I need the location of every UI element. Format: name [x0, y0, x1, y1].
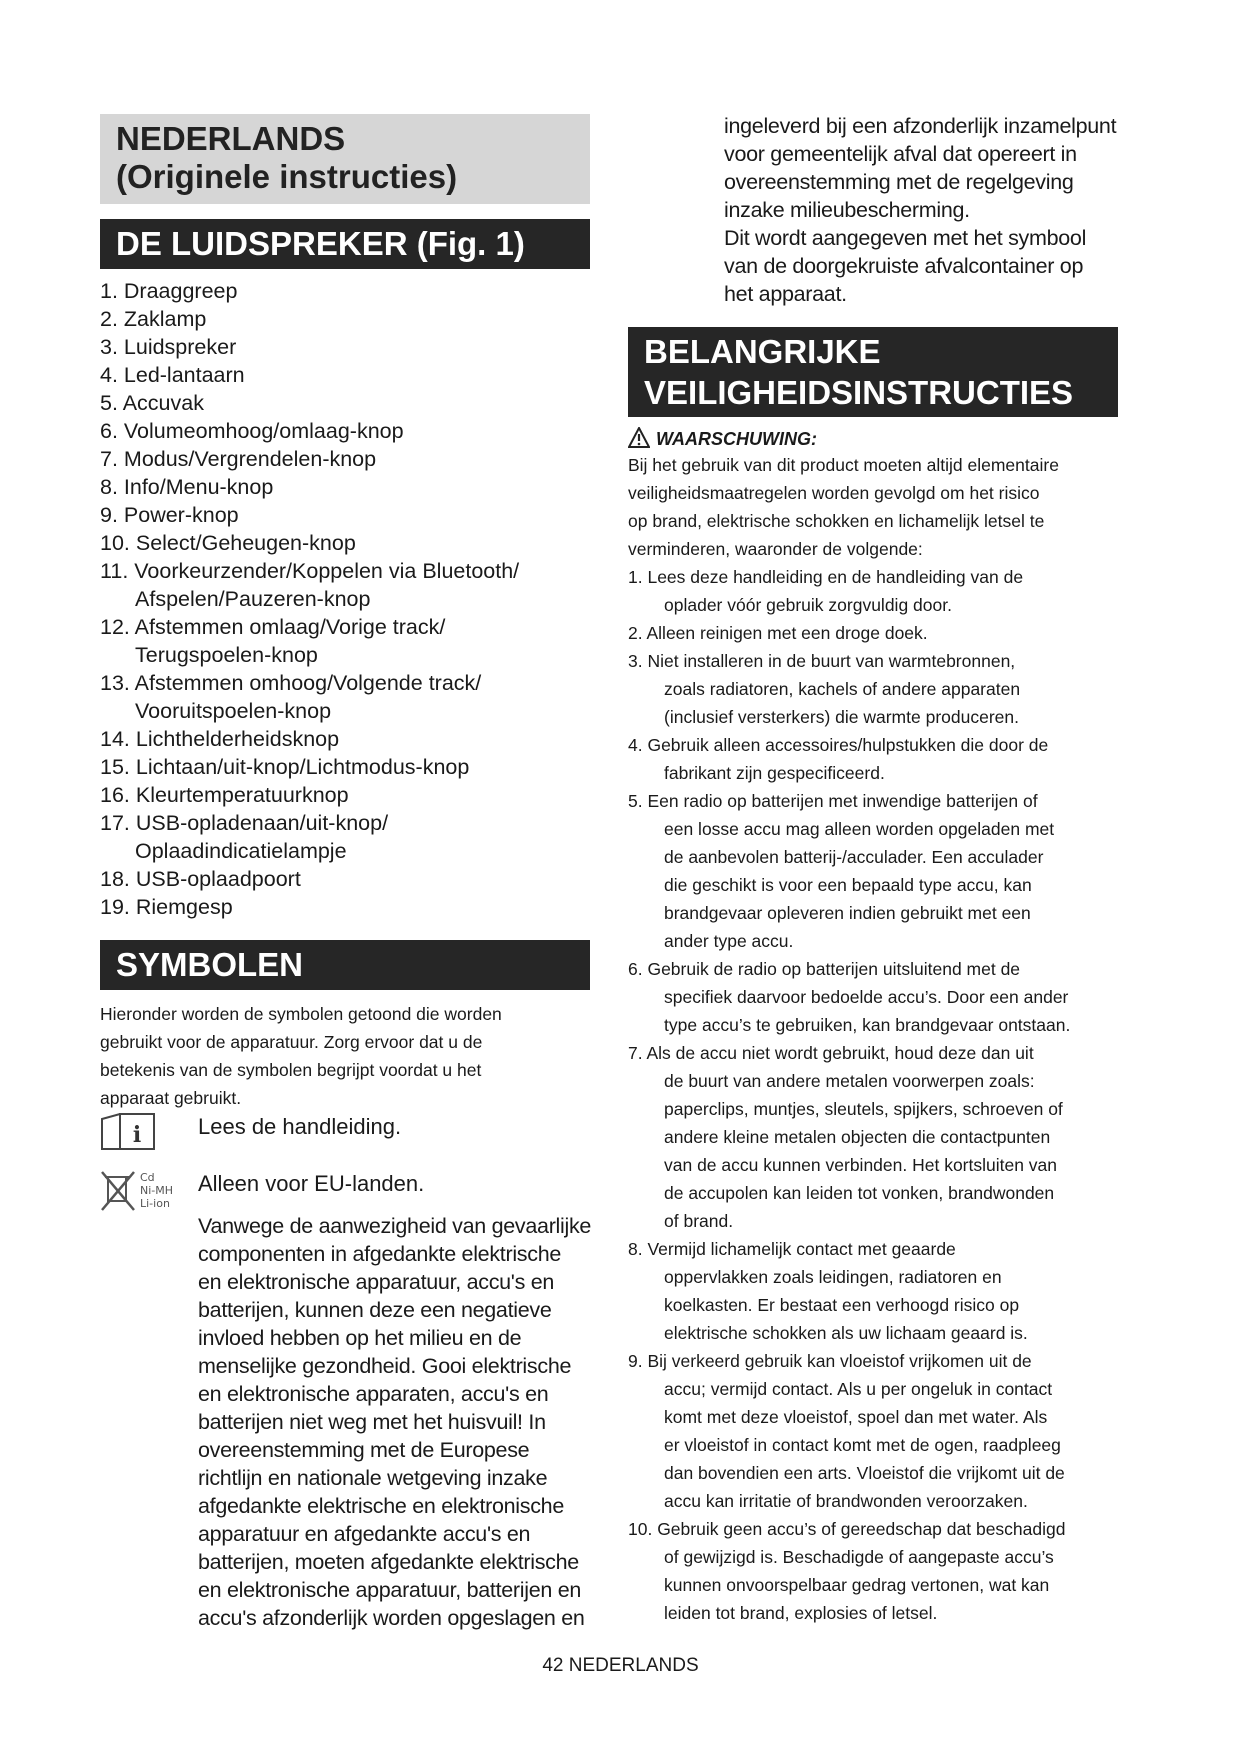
part-item — [100, 417, 600, 445]
eu-text-line: van de doorgekruiste afvalcontainer op — [724, 254, 1084, 278]
part-item — [100, 361, 600, 389]
part-item-text: 5. Accuvak — [100, 391, 204, 415]
part-item-text: 15. Lichtaan/uit-knop/Lichtmodus-knop — [100, 755, 470, 779]
eu-text-line: het apparaat. — [724, 282, 847, 306]
safety-item-continuation: paperclips, muntjes, sleutels, spijkers, schroeven of — [664, 1099, 1063, 1119]
eu-text-line: componenten in afgedankte elektrische — [198, 1242, 562, 1266]
manual-symbol-text: Lees de handleiding. — [198, 1114, 402, 1139]
part-item-continuation: Terugspoelen-knop — [135, 643, 318, 667]
part-item-text: 4. Led-lantaarn — [100, 363, 245, 387]
safety-item-continuation: een losse accu mag alleen worden opgeladen met — [664, 819, 1055, 839]
warning-triangle-icon — [628, 427, 650, 449]
part-item — [100, 277, 600, 305]
part-item-continuation: Vooruitspoelen-knop — [135, 699, 332, 723]
section-heading-safety — [628, 327, 1118, 417]
safety-item-continuation: of gewijzigd is. Beschadigde of aangepaste accu’s — [664, 1547, 1054, 1567]
safety-item-text: 1. Lees deze handleiding en de handleiding van de — [628, 567, 1024, 587]
part-item-text: 16. Kleurtemperatuurknop — [100, 783, 349, 807]
safety-item — [628, 731, 1138, 787]
safety-item-continuation: zoals radiatoren, kachels of andere apparaten — [664, 679, 1021, 699]
svg-text:i: i — [132, 1122, 142, 1148]
safety-item — [628, 1347, 1138, 1515]
eu-text-line: afgedankte elektrische en elektronische — [198, 1494, 564, 1518]
safety-item — [628, 955, 1138, 1039]
parts-list — [100, 277, 600, 921]
part-item-text: 17. USB-opladenaan/uit-knop/ — [100, 811, 389, 835]
safety-item-continuation: elektrische schokken als uw lichaam geaard is. — [664, 1323, 1028, 1343]
safety-item-continuation: leiden tot brand, explosies of letsel. — [664, 1603, 938, 1623]
eu-text-line: batterijen, moeten afgedankte elektrische — [198, 1550, 579, 1574]
part-item-text: 12. Afstemmen omlaag/Vorige track/ — [100, 615, 446, 639]
part-item-text: 11. Voorkeurzender/Koppelen via Bluetooth/ — [100, 559, 520, 583]
eu-disposal-text-continued — [724, 112, 1144, 308]
safety-item-text: 8. Vermijd lichamelijk contact met geaarde — [628, 1239, 956, 1259]
part-item-continuation: Oplaadindicatielampje — [135, 839, 347, 863]
safety-item — [628, 1039, 1138, 1235]
warning-text: WAARSCHUWING: — [656, 429, 817, 449]
intro-line: apparaat gebruikt. — [100, 1088, 242, 1108]
eu-text-line: en elektronische apparaten, accu's en — [198, 1382, 549, 1406]
eu-text-line: voor gemeentelijk afval dat opereert in — [724, 142, 1077, 166]
part-item — [100, 473, 600, 501]
safety-heading-line2: VEILIGHEIDSINSTRUCTIES — [644, 374, 1074, 411]
safety-item-text: 5. Een radio op batterijen met inwendige batterijen of — [628, 791, 1038, 811]
safety-item-text: 4. Gebruik alleen accessoires/hulpstukken die door de — [628, 735, 1049, 755]
part-item — [100, 333, 600, 361]
part-item — [100, 529, 600, 557]
part-item — [100, 781, 600, 809]
safety-item-continuation: oplader vóór gebruik zorgvuldig door. — [664, 595, 952, 615]
eu-text-line: ingeleverd bij een afzonderlijk inzamelpunt — [724, 114, 1117, 138]
eu-text-line: Dit wordt aangegeven met het symbool — [724, 226, 1087, 250]
language-subtitle: (Originele instructies) — [116, 158, 458, 195]
part-item — [100, 445, 600, 473]
safety-item-continuation: (inclusief versterkers) die warmte produceren. — [664, 707, 1019, 727]
part-item-text: 2. Zaklamp — [100, 307, 207, 331]
part-item — [100, 809, 600, 865]
safety-item-continuation: andere kleine metalen objecten die contactpunten — [664, 1127, 1051, 1147]
part-item-text: 7. Modus/Vergrendelen-knop — [100, 447, 377, 471]
safety-item — [628, 1235, 1138, 1347]
part-item — [100, 557, 600, 613]
section-heading-symbolen: SYMBOLEN — [100, 940, 590, 990]
safety-item-continuation: fabrikant zijn gespecificeerd. — [664, 763, 885, 783]
safety-item-continuation: de aanbevolen batterij-/acculader. Een acculader — [664, 847, 1044, 867]
part-item — [100, 305, 600, 333]
intro-line: betekenis van de symbolen begrijpt voordat u het — [100, 1060, 482, 1080]
safety-item — [628, 563, 1138, 619]
safety-item-continuation: accu kan irritatie of brandwonden veroorzaken. — [664, 1491, 1028, 1511]
part-item — [100, 501, 600, 529]
safety-item — [628, 619, 1138, 647]
read-manual-icon — [100, 1113, 156, 1156]
safety-item-text: 9. Bij verkeerd gebruik kan vloeistof vrijkomen uit de — [628, 1351, 1032, 1371]
cd-label: Cd — [140, 1171, 155, 1184]
safety-intro — [628, 451, 1128, 563]
part-item-text: 18. USB-oplaadpoort — [100, 867, 301, 891]
symbolen-intro — [100, 1000, 600, 1112]
safety-item-continuation: van de accu kunnen verbinden. Het kortsluiten van — [664, 1155, 1058, 1175]
safety-item-continuation: dan bovendien een arts. Vloeistof die vrijkomt uit de — [664, 1463, 1065, 1483]
liion-label: Li-ion — [140, 1197, 170, 1210]
eu-text-line: overeenstemming met de regelgeving — [724, 170, 1074, 194]
intro-line: Hieronder worden de symbolen getoond die worden — [100, 1004, 502, 1024]
part-item-text: 1. Draaggreep — [100, 279, 238, 303]
crossed-bin-icon — [100, 1170, 180, 1221]
safety-item-continuation: kunnen onvoorspelbaar gedrag vertonen, wat kan — [664, 1575, 1050, 1595]
language-header — [100, 114, 590, 204]
part-item — [100, 865, 600, 893]
safety-item-continuation: type accu’s te gebruiken, kan brandgevaar ontstaan. — [664, 1015, 1071, 1035]
safety-item — [628, 647, 1138, 731]
safety-item-continuation: specifiek daarvoor bedoelde accu’s. Door een ander — [664, 987, 1069, 1007]
part-item-text: 6. Volumeomhoog/omlaag-knop — [100, 419, 404, 443]
eu-text-line: invloed hebben op het milieu en de — [198, 1326, 522, 1350]
warning-label — [628, 426, 817, 452]
safety-item — [628, 1515, 1138, 1627]
safety-intro-line: veiligheidsmaatregelen worden gevolgd om het risico — [628, 483, 1040, 503]
safety-item-continuation: koelkasten. Er bestaat een verhoogd risico op — [664, 1295, 1020, 1315]
safety-intro-line: verminderen, waaronder de volgende: — [628, 539, 923, 559]
safety-item-continuation: de accupolen kan leiden tot vonken, brandwonden — [664, 1183, 1055, 1203]
safety-intro-line: op brand, elektrische schokken en lichamelijk letsel te — [628, 511, 1045, 531]
eu-text-line: inzake milieubescherming. — [724, 198, 970, 222]
page-footer: 42 NEDERLANDS — [542, 1655, 699, 1676]
safety-item-continuation: of brand. — [664, 1211, 734, 1231]
part-item-text: 3. Luidspreker — [100, 335, 237, 359]
eu-text-line: Vanwege de aanwezigheid van gevaarlijke — [198, 1214, 592, 1238]
eu-text-line: en elektronische apparatuur, batterijen en — [198, 1578, 582, 1602]
safety-item-text: 10. Gebruik geen accu’s of gereedschap dat beschadigd — [628, 1519, 1066, 1539]
part-item — [100, 613, 600, 669]
eu-text-line: menselijke gezondheid. Gooi elektrische — [198, 1354, 572, 1378]
section-heading-luidspreker: DE LUIDSPREKER (Fig. 1) — [100, 219, 590, 269]
eu-text-line: richtlijn en nationale wetgeving inzake — [198, 1466, 548, 1490]
safety-heading-line1: BELANGRIJKE — [644, 333, 881, 370]
part-item — [100, 725, 600, 753]
safety-intro-line: Bij het gebruik van dit product moeten altijd elementaire — [628, 455, 1059, 475]
safety-item-continuation: accu; vermijd contact. Als u per ongeluk in contact — [664, 1379, 1053, 1399]
safety-item-continuation: oppervlakken zoals leidingen, radiatoren en — [664, 1267, 1002, 1287]
eu-text-line: en elektronische apparatuur, accu's en — [198, 1270, 555, 1294]
eu-symbol-title: Alleen voor EU-landen. — [198, 1171, 425, 1196]
safety-item-continuation: komt met deze vloeistof, spoel dan met water. Als — [664, 1407, 1048, 1427]
part-item — [100, 669, 600, 725]
safety-item-continuation: brandgevaar opleveren indien gebruikt met een — [664, 903, 1031, 923]
part-item-text: 14. Lichthelderheidsknop — [100, 727, 340, 751]
safety-item-continuation: er vloeistof in contact komt met de ogen, raadpleeg — [664, 1435, 1061, 1455]
part-item — [100, 389, 600, 417]
eu-text-line: batterijen niet weg met het huisvuil! In — [198, 1410, 546, 1434]
intro-line: gebruikt voor de apparatuur. Zorg ervoor dat u de — [100, 1032, 483, 1052]
symbol-row-manual — [100, 1113, 600, 1157]
eu-text-line: apparatuur en afgedankte accu's en — [198, 1522, 531, 1546]
part-item-text: 13. Afstemmen omhoog/Volgende track/ — [100, 671, 482, 695]
language-title: NEDERLANDS — [116, 120, 346, 157]
nimh-label: Ni-MH — [140, 1184, 174, 1197]
safety-item-continuation: die geschikt is voor een bepaald type accu, kan — [664, 875, 1032, 895]
part-item-text: 9. Power-knop — [100, 503, 239, 527]
part-item-text: 8. Info/Menu-knop — [100, 475, 274, 499]
safety-item-text: 3. Niet installeren in de buurt van warmtebronnen, — [628, 651, 1016, 671]
safety-item-continuation: ander type accu. — [664, 931, 794, 951]
safety-item-text: 6. Gebruik de radio op batterijen uitsluitend met de — [628, 959, 1021, 979]
part-item-text: 10. Select/Geheugen-knop — [100, 531, 356, 555]
safety-item-text: 2. Alleen reinigen met een droge doek. — [628, 623, 928, 643]
part-item — [100, 893, 600, 921]
part-item-continuation: Afspelen/Pauzeren-knop — [135, 587, 371, 611]
eu-text-line: batterijen, kunnen deze een negatieve — [198, 1298, 552, 1322]
eu-text-line: overeenstemming met de Europese — [198, 1438, 530, 1462]
eu-disposal-text — [198, 1212, 598, 1632]
eu-text-line: accu's afzonderlijk worden opgeslagen en — [198, 1606, 585, 1630]
symbol-row-eu — [100, 1170, 600, 1210]
safety-item — [628, 787, 1138, 955]
safety-item-continuation: de buurt van andere metalen voorwerpen zoals: — [664, 1071, 1035, 1091]
part-item-text: 19. Riemgesp — [100, 895, 233, 919]
safety-list — [628, 563, 1138, 1627]
part-item — [100, 753, 600, 781]
safety-item-text: 7. Als de accu niet wordt gebruikt, houd deze dan uit — [628, 1043, 1034, 1063]
